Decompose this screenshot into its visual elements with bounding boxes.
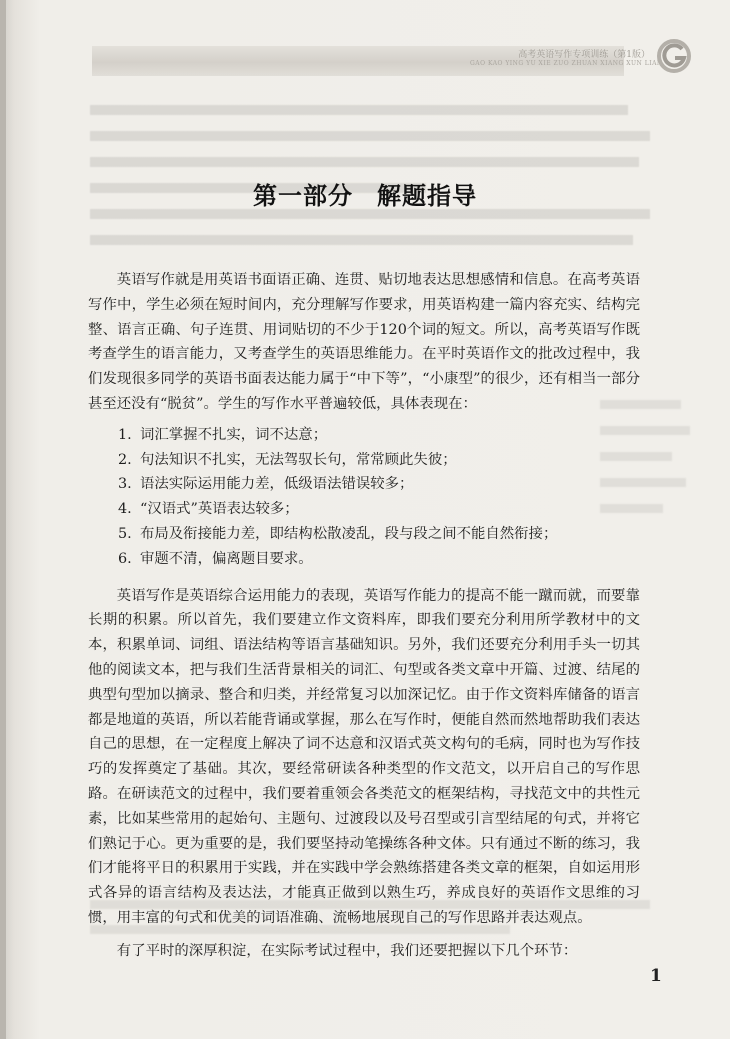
list-item-text: “汉语式”英语表达较多；: [140, 501, 299, 518]
page-number: 1: [650, 966, 662, 986]
list-item-number: 1.: [118, 426, 132, 443]
body-text: [88, 268, 640, 964]
list-item-text: 词汇掌握不扎实，词不达意；: [140, 426, 328, 443]
list-item: [88, 423, 640, 448]
list-item: [88, 472, 640, 497]
running-head: 高考英语写作专项训练（第1版）: [518, 50, 650, 60]
section-title-part: 第一部分: [253, 182, 353, 210]
list-item-number: 4.: [118, 501, 132, 518]
paragraph-intro: 英语写作就是用英语书面语正确、连贯、贴切地表达思想感情和信息。在高考英语写作中，学生必须在短时间内，充分理解写作要求，用英语构建一篇内容充实、结构完整、语言正确、句子连贯、用词贴切的不少于120个词的短文。所以，高考英语写作既考查学生的语言能力，又考查学生的英语思维能力。在平时英语作文的批改过程中，我们发现很多同学的英语书面表达能力属于“中下等”，“小康型”的很少，还有相当一部分甚至还没有“脱贫”。学生的写作水平普遍较低，具体表现在：: [88, 272, 640, 412]
list-item: [88, 522, 640, 547]
problem-list: [88, 423, 640, 572]
list-item-text: 布局及衔接能力差，即结构松散凌乱，段与段之间不能自然衔接；: [140, 525, 558, 542]
list-item: [88, 547, 640, 572]
list-item-number: 2.: [118, 451, 132, 468]
series-logo-icon: [656, 38, 692, 74]
paragraph-exam-steps: 有了平时的深厚积淀，在实际考试过程中，我们还要把握以下几个环节：: [116, 942, 578, 959]
list-item-text: 审题不清，偏离题目要求。: [140, 550, 313, 567]
list-item-text: 语法实际运用能力差，低级语法错误较多；: [140, 476, 414, 493]
paragraph-accumulation: 英语写作是英语综合运用能力的表现，英语写作能力的提高不能一蹴而就，而要靠长期的积累。所以首先，我们要建立作文资料库，即我们要充分利用所学教材中的文本，积累单词、词组、语法结构等语言基础知识。另外，我们还要充分利用手头一切其他的阅读文本，把与我们生活背景相关的词汇、句型或各类文章中开篇、过渡、结尾的典型句型加以摘录、整合和归类，并经常复习以加深记忆。由于作文资料库储备的语言都是地道的英语，所以若能背诵或掌握，那么在写作时，便能自然而然地帮助我们表达自己的思想，在一定程度上解决了词不达意和汉语式英文构句的毛病，同时也为写作技巧的发挥奠定了基础。其次，要经常研读各种类型的作文范文，以开启自己的写作思路。在研读范文的过程中，我们要着重领会各类范文的框架结构，寻找范文中的共性元素，比如某些常用的起始句、主题句、过渡段以及号召型或引言型结尾的句式，并将它们熟记于心。更为重要的是，我们要坚持动笔操练各种文体。只有通过不断的练习，我们才能将平日的积累用于实践，并在实践中学会熟练搭建各类文章的框架，自如运用形式各异的语言结构及表达法，才能真正做到以熟生巧，养成良好的英语作文思维的习惯，用丰富的句式和优美的词语准确、流畅地展现自己的写作思路并表达观点。: [88, 587, 640, 926]
list-item-text: 句法知识不扎实，无法驾驭长句，常常顾此失彼；: [140, 451, 457, 468]
list-item-number: 3.: [118, 476, 132, 493]
running-head-pinyin: GAO KAO YING YU XIE ZUO ZHUAN XIANG XUN LIAN: [470, 60, 663, 67]
list-item: [88, 497, 640, 522]
list-item-number: 5.: [118, 525, 132, 542]
page-binding-shadow: [0, 0, 6, 1039]
list-item: [88, 448, 640, 473]
section-title: [0, 176, 730, 211]
section-title-name: 解题指导: [377, 182, 477, 210]
list-item-number: 6.: [118, 550, 132, 567]
